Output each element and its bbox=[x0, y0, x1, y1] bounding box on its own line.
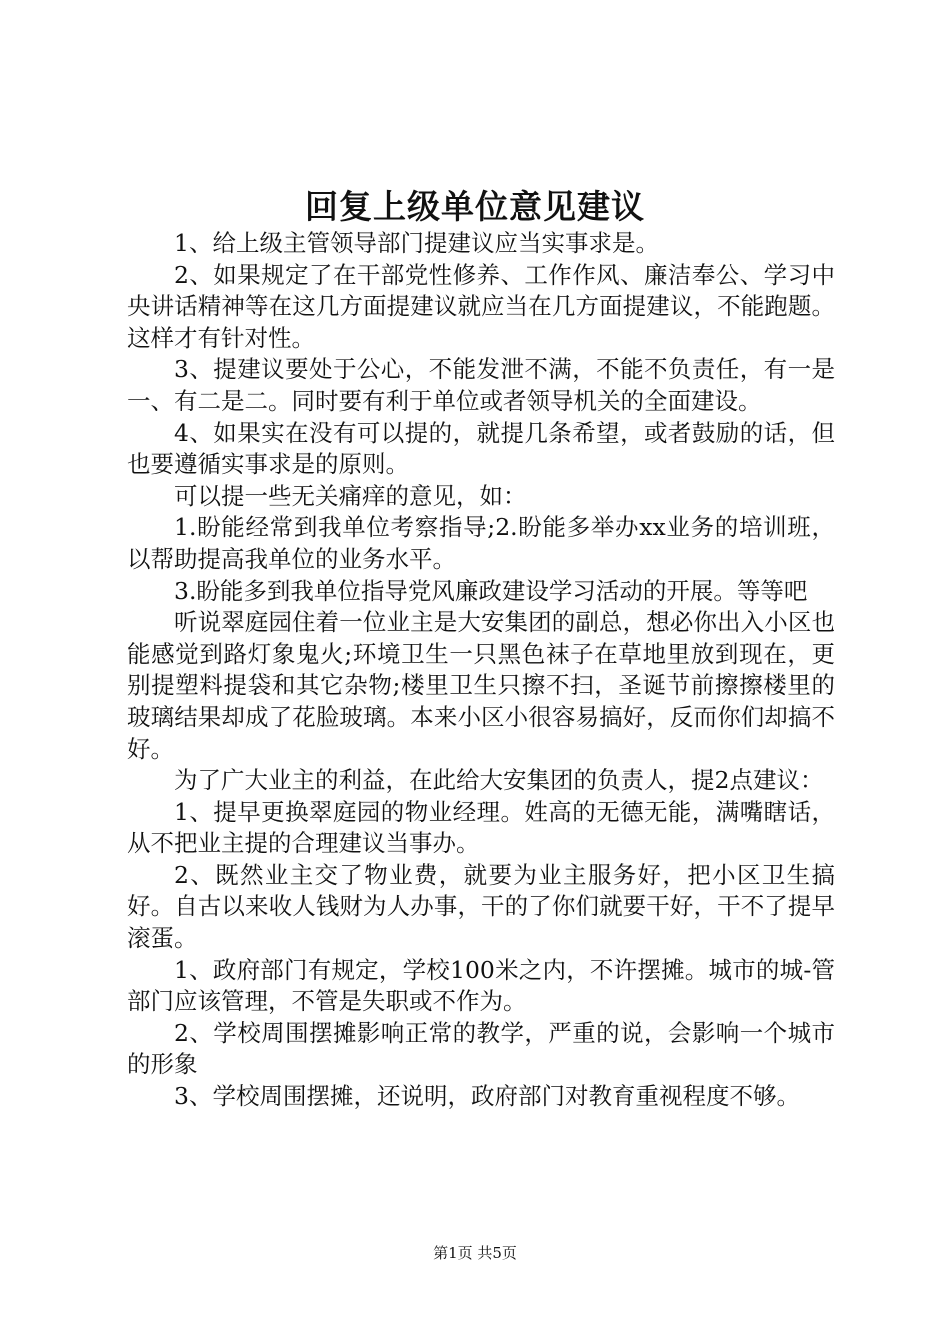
paragraph: 4、如果实在没有可以提的，就提几条希望，或者鼓励的话，但也要遵循实事求是的原则。 bbox=[127, 418, 835, 479]
paragraph: 为了广大业主的利益，在此给大安集团的负责人，提2点建议： bbox=[174, 766, 824, 795]
paragraph: 2、学校周围摆摊影响正常的教学，严重的说，会影响一个城市的形象 bbox=[127, 1018, 835, 1079]
page-footer: 第1页 共5页 bbox=[433, 1244, 517, 1262]
paragraph: 可以提一些无关痛痒的意见，如： bbox=[174, 481, 527, 510]
document-title: 回复上级单位意见建议 bbox=[305, 187, 645, 226]
document-body bbox=[127, 228, 835, 1113]
paragraph: 1、政府部门有规定，学校100米之内，不许摆摊。城市的城-管部门应该管理，不管是失职或不作为。 bbox=[127, 955, 835, 1016]
paragraph: 3、提建议要处于公心，不能发泄不满，不能不负责任，有一是一、有二是二。同时要有利于单位或者领导机关的全面建设。 bbox=[127, 355, 835, 415]
paragraph: 1、给上级主管领导部门提建议应当实事求是。 bbox=[174, 229, 659, 257]
paragraph: 3、学校周围摆摊，还说明，政府部门对教育重视程度不够。 bbox=[174, 1082, 800, 1111]
paragraph: 2、如果规定了在干部党性修养、工作作风、廉洁奉公、学习中央讲话精神等在这几方面提建议就应当在几方面提建议，不能跑题。这样才有针对性。 bbox=[127, 260, 835, 352]
paragraph: 2、既然业主交了物业费，就要为业主服务好，把小区卫生搞好。自古以来收人钱财为人办事，干的了你们就要干好，干不了提早滚蛋。 bbox=[127, 860, 835, 953]
paragraph: 听说翠庭园住着一位业主是大安集团的副总，想必你出入小区也能感觉到路灯象鬼火;环境卫生一只黑色袜子在草地里放到现在，更别提塑料提袋和其它杂物;楼里卫生只擦不扫，圣诞节前擦擦楼里的玻璃结果却成了花脸玻璃。本来小区小很容易搞好，反而你们却搞不好。 bbox=[127, 608, 835, 763]
paragraph: 1、提早更换翠庭园的物业经理。姓高的无德无能，满嘴瞎话，从不把业主提的合理建议当事办。 bbox=[127, 797, 835, 858]
paragraph: 3.盼能多到我单位指导党风廉政建设学习活动的开展。等等吧 bbox=[174, 576, 808, 605]
paragraph: 1.盼能经常到我单位考察指导;2.盼能多举办xx业务的培训班，以帮助提高我单位的业务水平。 bbox=[127, 513, 835, 573]
